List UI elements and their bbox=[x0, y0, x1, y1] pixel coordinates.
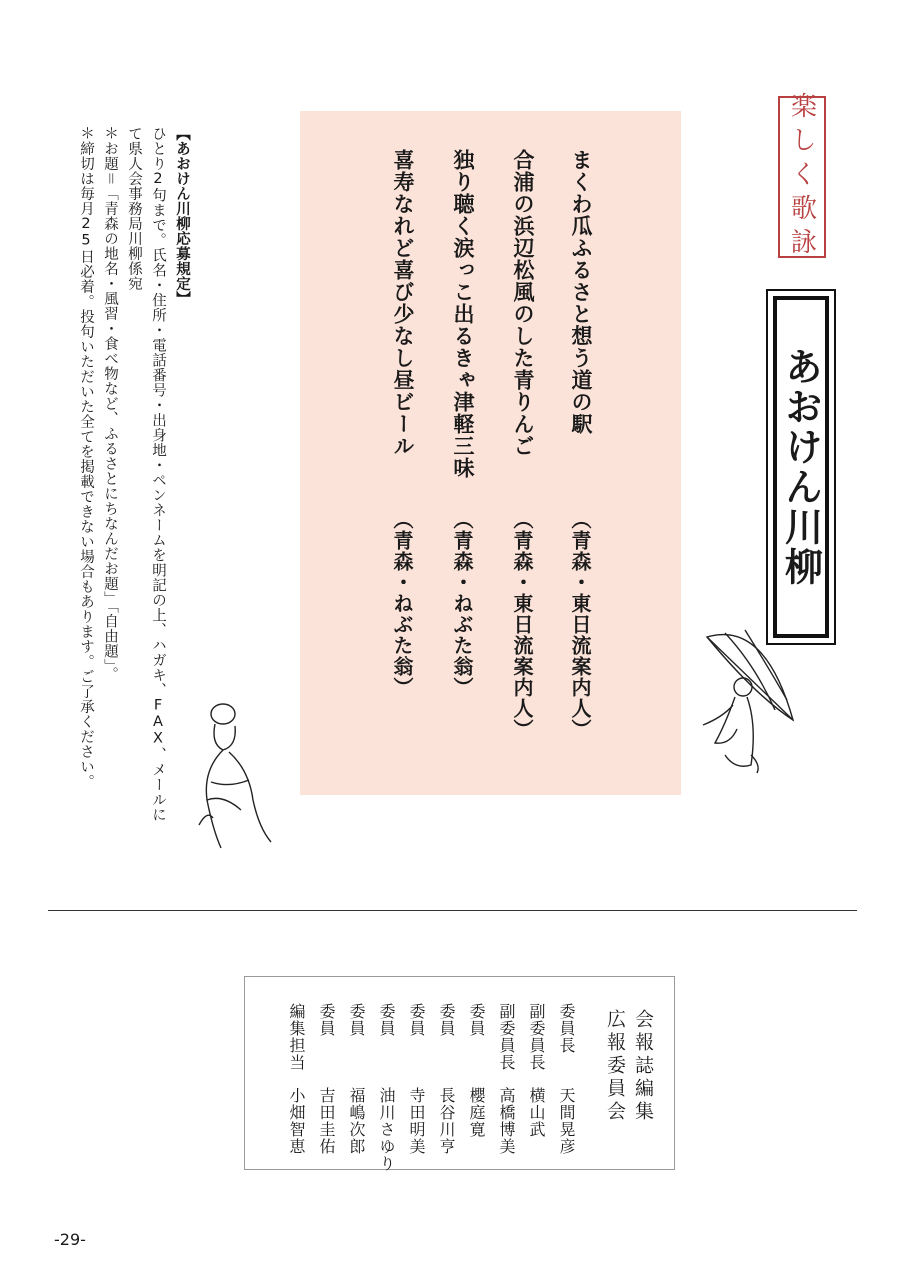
stamp-text: 楽しく歌詠 bbox=[786, 92, 817, 262]
title-inner-frame bbox=[773, 296, 829, 638]
poem-4-author: （青森・ねぶた翁） bbox=[390, 509, 414, 698]
member-name: 油川さゆり bbox=[377, 1087, 396, 1172]
poem-1: まくわ瓜ふるさと想う道の駅 bbox=[569, 149, 593, 435]
rules-line-3: ＊お題＝「青森の地名・風習・食べ物など、ふるさとにちなんだお題」「自由題」。 bbox=[102, 126, 118, 682]
member-role: 委員 bbox=[317, 1003, 336, 1037]
rules-line-2: て県人会事務局川柳係宛 bbox=[126, 126, 142, 291]
poem-3-author: （青森・ねぶた翁） bbox=[450, 509, 474, 698]
page-number: -29- bbox=[54, 1230, 86, 1249]
committee-title-line-2: 広報委員会 bbox=[604, 1009, 626, 1124]
poem-1-author: （青森・東日流案内人） bbox=[568, 509, 592, 740]
member-role: 委員長 bbox=[557, 1003, 576, 1054]
section-divider bbox=[48, 910, 857, 911]
member-role: 委員 bbox=[437, 1003, 456, 1037]
member-name: 高橋博美 bbox=[497, 1087, 516, 1155]
member-name: 吉田圭佑 bbox=[317, 1087, 336, 1155]
rules-heading: 【あおけん川柳応募規定】 bbox=[174, 126, 190, 306]
rules-line-4: ＊締切は毎月25日必着。投句いただいた全てを掲載できない場合もあります。ご了承ください。 bbox=[78, 126, 94, 789]
member-name: 横山武 bbox=[527, 1087, 546, 1138]
page-title: あおけん川柳 bbox=[778, 347, 824, 587]
member-name: 小畑智恵 bbox=[287, 1087, 306, 1155]
rules-line-1: ひとり2句まで。氏名・住所・電話番号・出身地・ペンネームを明記の上、ハガキ、FAX、メールに bbox=[150, 126, 166, 822]
member-role: 委員 bbox=[347, 1003, 366, 1037]
poem-2: 合浦の浜辺松風のした青りんご bbox=[511, 149, 535, 457]
umbrella-woman-illustration-icon bbox=[695, 625, 805, 775]
poem-panel bbox=[300, 111, 681, 795]
member-name: 櫻庭寛 bbox=[467, 1087, 486, 1138]
poem-3: 独り聴く涙っこ出るきゃ津軽三味 bbox=[451, 149, 475, 479]
decorative-stamp bbox=[778, 92, 826, 262]
member-name: 天間晃彦 bbox=[557, 1087, 576, 1155]
poem-4: 喜寿なれど喜び少なし昼ビール bbox=[391, 149, 415, 457]
member-role: 副委員長 bbox=[497, 1003, 516, 1071]
member-role: 副委員長 bbox=[527, 1003, 546, 1071]
member-role: 委員 bbox=[407, 1003, 426, 1037]
member-name: 福嶋次郎 bbox=[347, 1087, 366, 1155]
committee-box bbox=[244, 976, 675, 1170]
member-name: 寺田明美 bbox=[407, 1087, 426, 1155]
member-name: 長谷川亨 bbox=[437, 1087, 456, 1155]
title-frame bbox=[766, 289, 836, 645]
member-role: 委員 bbox=[377, 1003, 396, 1037]
kimono-woman-illustration-icon bbox=[193, 700, 278, 850]
member-role: 委員 bbox=[467, 1003, 486, 1037]
member-role: 編集担当 bbox=[287, 1003, 306, 1071]
poem-2-author: （青森・東日流案内人） bbox=[510, 509, 534, 740]
committee-title-line-1: 会報誌編集 bbox=[632, 1009, 654, 1124]
